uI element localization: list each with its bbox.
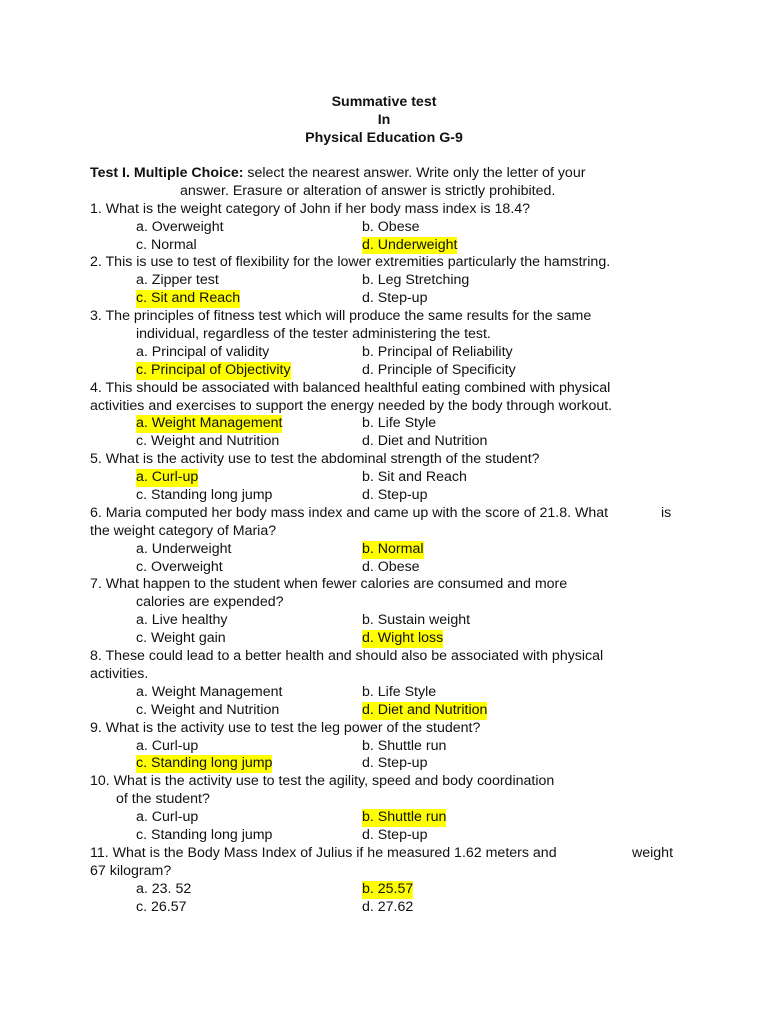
question-8-line-2: activities. (90, 665, 149, 682)
option-a-highlighted: a. Weight Management (136, 415, 283, 432)
title-line-1: Summative test (331, 94, 437, 110)
question-10-line-1: 10. What is the activity use to test the agility, speed and body coordination (90, 773, 555, 790)
question-9-options-row-2 (90, 755, 690, 773)
question-2-options-row-2 (90, 290, 690, 308)
question-10-options-row-2 (90, 827, 690, 845)
option-d: d. Step-up (362, 290, 428, 307)
question-1-options-row-2 (90, 237, 690, 255)
option-d-highlighted: d. Wight loss (362, 630, 444, 647)
question-6-line-2: the weight category of Maria? (90, 522, 277, 539)
question-9: 9. What is the activity use to test the leg power of the student? (90, 719, 481, 736)
option-d: d. Diet and Nutrition (362, 433, 488, 450)
question-3-line-2: individual, regardless of the tester administering the test. (136, 326, 491, 343)
question-7-line-1: 7. What happen to the student when fewer calories are consumed and more (90, 576, 568, 593)
option-c: c. Weight and Nutrition (136, 701, 280, 718)
option-d: d. 27.62 (362, 898, 414, 915)
question-1-options-row-1 (90, 219, 690, 237)
question-8-line-1: 8. These could lead to a better health and should also be associated with physical (90, 648, 604, 665)
option-b: b. Leg Stretching (362, 272, 470, 289)
question-4-options-row-2 (90, 433, 690, 451)
option-b-highlighted: b. Normal (362, 540, 424, 557)
question-6-options-row-2 (90, 559, 690, 577)
option-b: b. Shuttle run (362, 737, 447, 754)
option-c: c. Standing long jump (136, 487, 273, 504)
option-d: d. Step-up (362, 755, 428, 772)
title-line-3: Physical Education G-9 (305, 129, 463, 146)
option-b: b. Obese (362, 218, 420, 235)
option-a: a. 23. 52 (136, 880, 192, 897)
question-11-line-1 (90, 845, 690, 863)
option-a: a. Curl-up (136, 737, 199, 754)
option-c-highlighted: c. Sit and Reach (136, 290, 241, 307)
option-c: c. Overweight (136, 558, 223, 575)
question-3-options-row-2 (90, 362, 690, 380)
option-b: b. Sustain weight (362, 612, 471, 629)
test-body (90, 165, 690, 916)
option-b-highlighted: b. 25.57 (362, 880, 414, 897)
question-6-text: 6. Maria computed her body mass index and came up with the score of 21.8. What (90, 504, 609, 521)
instructions-line-2: answer. Erasure or alteration of answer is strictly prohibited. (180, 182, 556, 199)
question-4-line-1: 4. This should be associated with balanced healthful eating combined with physical (90, 379, 611, 396)
option-b-highlighted: b. Shuttle run (362, 809, 447, 826)
question-1: 1. What is the weight category of John if her body mass index is 18.4? (90, 200, 531, 217)
question-10-line-2: of the student? (116, 791, 210, 808)
question-3-line-1: 3. The principles of fitness test which will produce the same results for the same (90, 308, 592, 325)
option-d-highlighted: d. Underweight (362, 236, 458, 253)
question-7-options-row-2 (90, 630, 690, 648)
question-2-options-row-1 (90, 272, 690, 290)
option-b: b. Life Style (362, 683, 437, 700)
option-d: d. Step-up (362, 826, 428, 843)
question-8-options-row-2 (90, 702, 690, 720)
option-d: d. Obese (362, 558, 420, 575)
option-c: c. Weight gain (136, 630, 226, 647)
document-header (0, 94, 768, 148)
question-11-line-2: 67 kilogram? (90, 862, 172, 879)
instructions-line-1 (90, 165, 690, 183)
option-a: a. Curl-up (136, 809, 199, 826)
question-11-options-row-1 (90, 881, 690, 899)
title-line-2: In (377, 111, 391, 128)
option-a: a. Underweight (136, 540, 232, 557)
option-c-highlighted: c. Standing long jump (136, 755, 273, 772)
question-3-options-row-1 (90, 344, 690, 362)
option-a: a. Overweight (136, 218, 224, 235)
option-b: b. Sit and Reach (362, 469, 467, 486)
option-a: a. Weight Management (136, 683, 283, 700)
question-7-options-row-1 (90, 612, 690, 630)
question-10-options-row-1 (90, 809, 690, 827)
question-6-options-row-1 (90, 541, 690, 559)
question-6-text-end: is (661, 504, 672, 521)
question-5: 5. What is the activity use to test the abdominal strength of the student? (90, 451, 540, 468)
question-4-options-row-1 (90, 415, 690, 433)
option-d-highlighted: d. Diet and Nutrition (362, 701, 488, 718)
option-c: c. Weight and Nutrition (136, 433, 280, 450)
question-5-options-row-1 (90, 469, 690, 487)
option-c: c. Normal (136, 236, 197, 253)
question-11-options-row-2 (90, 899, 690, 917)
option-b: b. Life Style (362, 415, 437, 432)
question-11-text-end: weight (632, 844, 674, 861)
question-11-text: 11. What is the Body Mass Index of Julius if he measured 1.62 meters and (90, 844, 557, 861)
option-c: c. 26.57 (136, 898, 187, 915)
option-c: c. Standing long jump (136, 826, 273, 843)
question-7-line-2: calories are expended? (136, 594, 284, 611)
question-8-options-row-1 (90, 684, 690, 702)
instructions-text-1: select the nearest answer. Write only the letter of your (243, 165, 586, 181)
question-6-line-1 (90, 505, 690, 523)
option-d: d. Step-up (362, 487, 428, 504)
option-a-highlighted: a. Curl-up (136, 469, 199, 486)
option-a: a. Live healthy (136, 612, 228, 629)
option-d: d. Principle of Specificity (362, 361, 516, 378)
option-a: a. Principal of validity (136, 343, 270, 360)
option-b: b. Principal of Reliability (362, 343, 513, 360)
question-2: 2. This is use to test of flexibility for the lower extremities particularly the hamstring. (90, 254, 611, 271)
question-4-line-2: activities and exercises to support the energy needed by the body through workout. (90, 397, 613, 414)
question-9-options-row-1 (90, 738, 690, 756)
question-5-options-row-2 (90, 487, 690, 505)
section-label: Test I. Multiple Choice: (90, 165, 244, 181)
option-c-highlighted: c. Principal of Objectivity (136, 361, 291, 378)
option-a: a. Zipper test (136, 272, 219, 289)
